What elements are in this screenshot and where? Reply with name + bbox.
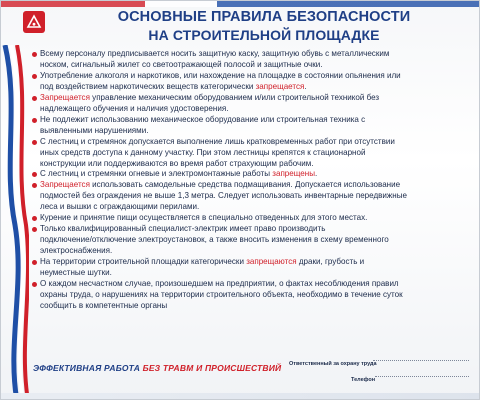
rule-line [40,235,476,246]
rule-item [32,213,476,224]
rule-text: О каждом несчастном случае, произошедшем на предприятии, о фактах несоблюдения правил [40,279,399,289]
top-tricolor-band [1,1,480,7]
rule-line [40,191,476,202]
rule-emphasis: Запрещается [40,92,90,102]
rule-text: С лестниц и стремянок допускается выполнение лишь кратковременных работ при отсутствии [40,136,395,146]
rule-line [40,137,476,148]
bullet-icon [32,227,37,232]
rule-text: . [315,169,318,179]
phone-label: Телефон [351,377,376,383]
rule-line [40,148,476,159]
rule-text: управление механическим оборудованием и/или строительной техникой без [89,92,380,102]
rule-line [40,169,476,180]
rule-text: Не подлежит использованию механическое оборудование или строительная техника с [40,114,366,124]
rule-text: сообщить в компетентные органы [40,300,168,310]
rule-line [40,279,476,290]
rule-text: носком, сигнальный жилет со светоотражающей полосой и защитные очки. [40,59,323,69]
rule-line [40,257,476,268]
slogan-red: БЕЗ ТРАВМ И ПРОИСШЕСТВИЙ [142,363,282,373]
rule-text: Всему персоналу предписывается носить защитную каску, защитную обувь с металлическим [40,49,390,58]
logo-mark [26,14,42,30]
rule-line [40,290,476,301]
bullet-icon [32,172,37,177]
bullet-icon [32,183,37,188]
responsible-line [373,360,469,361]
rule-line [40,82,476,93]
rule-line [40,213,476,224]
bullet-icon [32,118,37,123]
rule-item [32,71,476,93]
rule-item [32,180,476,213]
rule-text: надлежащего обучения и наличия удостоверения. [40,103,229,113]
rule-line [40,49,476,60]
rule-emphasis: запрещается [255,81,305,91]
rule-text: Употребление алкоголя и наркотиков, или нахождение на площадке в состоянии опьянения или [40,70,401,80]
rule-item [32,169,476,180]
rule-text: С лестниц и стремянки огневые и электромонтажные работы [40,169,273,179]
responsible-row [289,352,471,367]
bullet-icon [32,96,37,101]
footer-slogan [33,358,282,373]
rule-text: выявленными нарушениями. [40,125,149,135]
responsible-label: Ответственный за охрану труда [289,361,377,367]
rule-item [32,137,476,170]
rule-line [40,60,476,71]
rule-line [40,301,476,312]
bullet-icon [32,52,37,57]
rule-line [40,115,476,126]
footer-contacts [289,348,471,388]
rule-line [40,180,476,191]
rule-emphasis: Запрещается [40,180,90,190]
rule-item [32,49,476,71]
rule-item [32,93,476,115]
rule-emphasis: запрещены [272,169,315,179]
bullet-icon [32,74,37,79]
safety-logo-icon [23,11,45,33]
title-line-2: НА СТРОИТЕЛЬНОЙ ПЛОЩАДКЕ [148,27,380,43]
rule-text: Только квалифицированный специалист-электрик имеет право производить [40,224,326,234]
rule-line [40,93,476,104]
rule-line [40,71,476,82]
bullet-icon [32,140,37,145]
rule-text: электроснабжения. [40,246,113,256]
rule-line [40,202,476,213]
rule-text: охраны труда, о нарушениях на территории строительного объекта, необходимо в течение суток [40,289,403,299]
tricolor-ribbon [1,45,29,400]
rule-text: подмостей без ограждения не выше 1,3 метра. Следует использовать инвентарные передвижные [40,191,408,201]
rule-text: иных средств доступа к данному участку. При этом лестницы крепятся к стационарной [40,147,366,157]
rule-item [32,257,476,279]
bullet-icon [32,216,37,221]
poster-title [49,8,479,44]
rule-line [40,159,476,170]
rule-text: Курение и принятие пищи осуществляется в специально отведенных для этого местах. [40,213,368,223]
rule-emphasis: запрещаются [246,257,297,267]
rule-line [40,246,476,257]
rule-text: . [304,81,307,91]
rule-text: На территории строительной площадки категорически [40,257,247,267]
rule-line [40,224,476,235]
phone-line [375,376,469,377]
rule-text: леса и вышки с ограждающими перилами. [40,202,200,212]
rule-text: конструкции или поддерживаются во время работ страхующим рабочим. [40,158,314,168]
bottom-band [1,393,480,400]
bullet-icon [32,282,37,287]
rule-item [32,115,476,137]
rule-text: использовать самодельные средства подмащивания. Допускается использование [89,180,401,190]
rule-item [32,224,476,257]
rule-text: неуместные шутки. [40,268,112,278]
rule-item [32,279,476,312]
slogan-blue: ЭФФЕКТИВНАЯ РАБОТА [33,363,143,373]
rule-text: подключение/отключение электроустановок, а также вносить изменения в схему временного [40,235,389,245]
rule-line [40,126,476,137]
rule-text: под воздействием наркотических веществ категорически [40,81,256,91]
rule-line [40,268,476,279]
title-line-1: ОСНОВНЫЕ ПРАВИЛА БЕЗОПАСНОСТИ [117,9,411,25]
rules-list [32,49,476,351]
phone-row [289,368,471,383]
rule-text: драки, грубость и [296,257,365,267]
rule-line [40,104,476,115]
bullet-icon [32,260,37,265]
